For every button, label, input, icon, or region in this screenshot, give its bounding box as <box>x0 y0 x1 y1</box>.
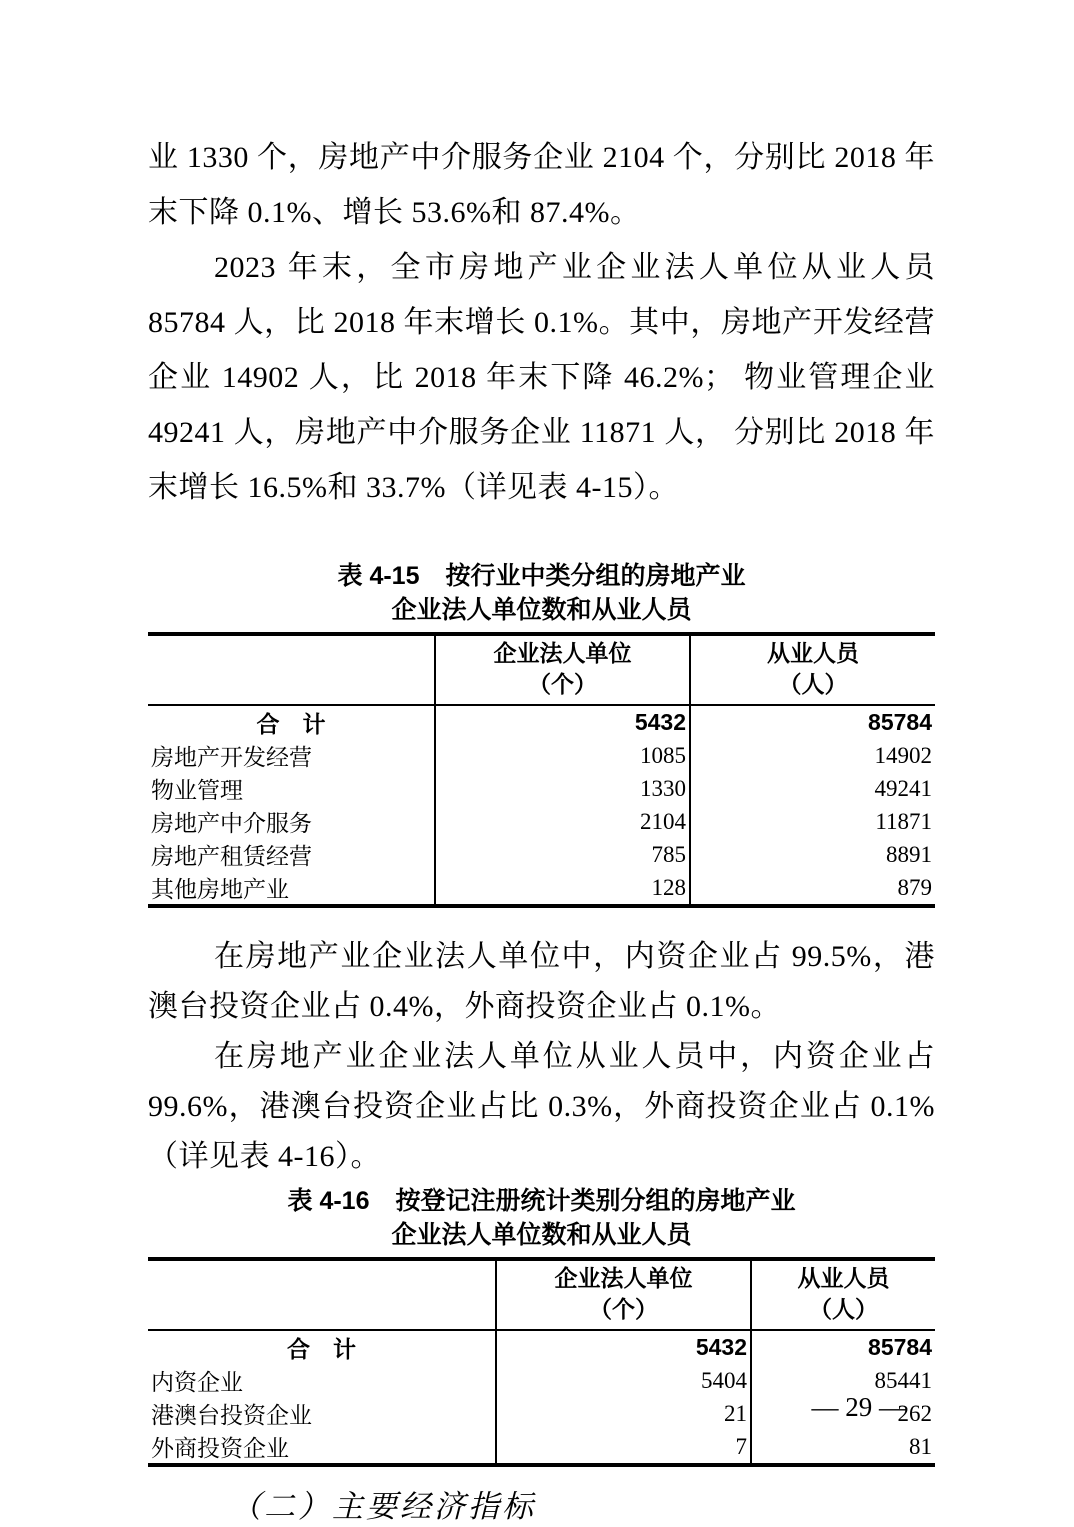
table-4-16-header <box>148 1259 935 1330</box>
paragraph-3: 在房地产业企业法人单位中，内资企业占 99.5%，港澳台投资企业占 0.4%，外商投资企业占 0.1%。 <box>148 940 935 1023</box>
paragraph-2: 2023 年末，全市房地产业企业法人单位从业人员 85784 人，比 2018 年末增长 0.1%。其中，房地产开发经营企业 14902 人，比 2018 年末下降 46.2%； 物业管理企业 49241 人，房地产中介服务企业 11871 人， 分别比 2018 年末增长 16.5%和 33.7%（详见表 4-15）。 <box>148 251 935 504</box>
row-label: 外商投资企业 <box>151 1436 289 1461</box>
row-label: 合 计 <box>256 711 326 737</box>
units-value: 5432 <box>435 705 690 739</box>
persons-value: 14902 <box>690 739 935 772</box>
row-label: 房地产中介服务 <box>151 811 312 836</box>
table-4-15 <box>148 632 935 908</box>
table-4-15-title-text: 按行业中类分组的房地产业 <box>445 562 746 590</box>
table-4-16-title <box>148 1184 935 1252</box>
units-value: 785 <box>435 838 690 871</box>
persons-value: 85784 <box>751 1330 935 1364</box>
table-4-15-title-line1 <box>148 559 935 593</box>
paragraph-1: 业 1330 个，房地产中介服务企业 2104 个，分别比 2018 年末下降 0.1%、增长 53.6%和 87.4%。 <box>148 141 935 229</box>
row-label: 合 计 <box>287 1336 356 1362</box>
paragraph-4: 在房地产业企业法人单位从业人员中，内资企业占 99.6%，港澳台投资企业占比 0.3%，外商投资企业占 0.1%（详见表 4-16）。 <box>148 1040 935 1173</box>
table-4-15-title-line2: 企业法人单位数和从业人员 <box>391 596 692 624</box>
row-label: 港澳台投资企业 <box>151 1403 312 1428</box>
persons-value: 11871 <box>690 805 935 838</box>
header-units-cell <box>435 634 690 705</box>
persons-value: 85784 <box>690 705 935 739</box>
header-units-line2: （个） <box>528 671 597 697</box>
units-value: 1330 <box>435 772 690 805</box>
units-value: 5404 <box>496 1364 751 1397</box>
header-persons-cell <box>690 634 935 705</box>
persons-value: 49241 <box>690 772 935 805</box>
page-number: — 29 — <box>811 1392 906 1422</box>
table-4-16-label: 表 4-16 <box>287 1187 370 1215</box>
table-header-row <box>148 634 935 705</box>
table-row <box>148 871 935 906</box>
persons-value: 85441 <box>751 1364 935 1397</box>
header-persons-line1: 从业人员 <box>797 1265 890 1291</box>
table-row <box>148 1430 935 1465</box>
header-units-line1: 企业法人单位 <box>493 640 632 666</box>
table-row <box>148 772 935 805</box>
units-value: 128 <box>435 871 690 906</box>
persons-value: 81 <box>751 1430 935 1465</box>
table-4-15-body <box>148 705 935 906</box>
table-row-total <box>148 705 935 739</box>
header-persons-line2: （人） <box>809 1296 878 1322</box>
units-value: 5432 <box>496 1330 751 1364</box>
row-label: 房地产开发经营 <box>151 745 312 770</box>
header-persons-line2: （人） <box>778 671 848 697</box>
header-units-line1: 企业法人单位 <box>554 1265 693 1291</box>
units-value: 21 <box>496 1397 751 1430</box>
page-content <box>148 0 935 1527</box>
units-value: 7 <box>496 1430 751 1465</box>
table-4-16-title-text: 按登记注册统计类别分组的房地产业 <box>395 1187 796 1215</box>
table-row <box>148 838 935 871</box>
header-persons-line1: 从业人员 <box>767 640 859 666</box>
header-stub-cell <box>148 634 435 705</box>
table-4-15-header <box>148 634 935 705</box>
table-4-16 <box>148 1257 935 1467</box>
persons-value: 879 <box>690 871 935 906</box>
header-stub-cell <box>148 1259 496 1330</box>
row-label: 物业管理 <box>151 778 243 803</box>
units-value: 2104 <box>435 805 690 838</box>
row-label: 其他房地产业 <box>151 877 289 902</box>
table-4-15-label: 表 4-15 <box>337 562 420 590</box>
table-4-16-title-line2: 企业法人单位数和从业人员 <box>391 1221 692 1249</box>
row-label: 内资企业 <box>151 1370 243 1395</box>
table-row <box>148 739 935 772</box>
units-value: 1085 <box>435 739 690 772</box>
persons-value: 8891 <box>690 838 935 871</box>
header-units-line2: （个） <box>589 1296 658 1322</box>
table-row-total <box>148 1330 935 1364</box>
persons-value: 262 <box>751 1397 935 1430</box>
header-units-cell <box>496 1259 751 1330</box>
table-4-15-title <box>148 559 935 627</box>
row-label: 房地产租赁经营 <box>151 844 312 869</box>
table-4-16-title-line1 <box>148 1184 935 1218</box>
table-header-row <box>148 1259 935 1330</box>
header-persons-cell <box>751 1259 935 1330</box>
table-row <box>148 805 935 838</box>
section-heading: （二）主要经济指标 <box>230 1489 536 1524</box>
